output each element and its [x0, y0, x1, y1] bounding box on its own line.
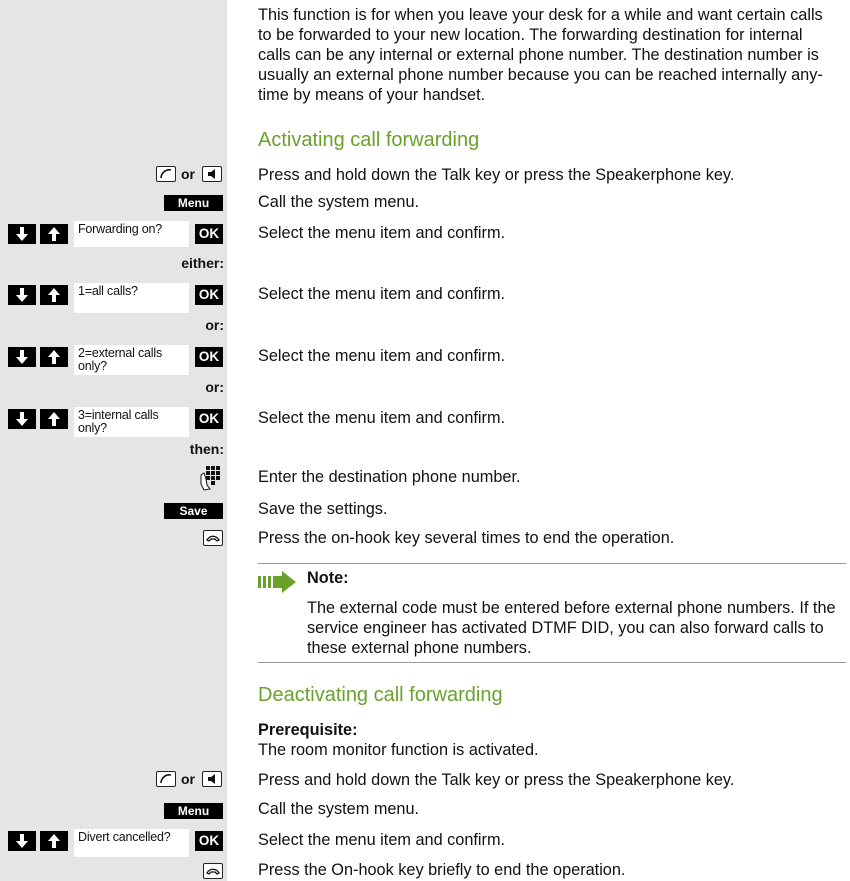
prerequisite-title: Prerequisite: — [258, 721, 358, 739]
display-all-calls: 1=all calls? — [74, 283, 189, 313]
step-call-menu: Call the system menu. — [258, 193, 420, 211]
step-press-talk: Press and hold down the Talk key or press the Speakerphone key. — [258, 771, 735, 789]
step-select-2: Select the menu item and confirm. — [258, 285, 506, 303]
note-line: these external phone numbers. — [307, 639, 532, 657]
note-title: Note: — [307, 569, 349, 587]
display-internal-calls — [74, 407, 189, 437]
step-press-talk: Press and hold down the Talk key or press the Speakerphone key. — [258, 166, 735, 184]
speaker-key-icon — [202, 166, 222, 182]
ok-button: OK — [195, 409, 223, 429]
display-line: only? — [78, 359, 107, 373]
down-arrow-icon — [8, 224, 36, 244]
ok-button: OK — [195, 224, 223, 244]
step-select-4: Select the menu item and confirm. — [258, 409, 506, 427]
step-enter-destination: Enter the destination phone number. — [258, 468, 521, 486]
talk-key-icon — [156, 771, 176, 787]
intro-line: to be forwarded to your new location. The forwarding destination for internal — [258, 25, 803, 44]
up-arrow-icon — [40, 347, 68, 367]
display-forwarding-on: Forwarding on? — [74, 221, 189, 247]
step-onhook: Press the on-hook key several times to end the operation. — [258, 529, 675, 547]
note-text — [307, 598, 847, 658]
talk-key-icon — [156, 166, 176, 182]
menu-softkey: Menu — [164, 803, 223, 819]
or-label: or — [181, 166, 195, 182]
intro-line: calls can be any internal or external phone number. The destination number is — [258, 45, 819, 64]
note-arrow-icon — [258, 571, 298, 598]
up-arrow-icon — [40, 224, 68, 244]
step-select-1: Select the menu item and confirm. — [258, 224, 506, 242]
ok-button: OK — [195, 831, 223, 851]
section-heading-deactivating: Deactivating call forwarding — [258, 684, 503, 706]
down-arrow-icon — [8, 831, 36, 851]
ok-button: OK — [195, 285, 223, 305]
menu-softkey: Menu — [164, 195, 223, 211]
save-softkey: Save — [164, 503, 223, 519]
onhook-key-icon — [203, 863, 223, 879]
intro-line: time by means of your handset. — [258, 85, 486, 104]
intro-paragraph — [258, 6, 848, 105]
step-onhook: Press the On-hook key briefly to end the operation. — [258, 861, 626, 879]
display-line: 2=external calls — [78, 346, 163, 360]
step-select-3: Select the menu item and confirm. — [258, 347, 506, 365]
down-arrow-icon — [8, 409, 36, 429]
keypad-icon — [198, 465, 224, 496]
step-select: Select the menu item and confirm. — [258, 831, 506, 849]
up-arrow-icon — [40, 409, 68, 429]
or-label: or: — [205, 379, 224, 395]
display-external-calls — [74, 345, 189, 375]
up-arrow-icon — [40, 831, 68, 851]
note-line: service engineer has activated DTMF DID, you can also forward calls to — [307, 619, 824, 637]
either-label: either: — [181, 255, 224, 271]
ok-button: OK — [195, 347, 223, 367]
display-line: 3=internal calls — [78, 408, 159, 422]
display-line: only? — [78, 421, 107, 435]
down-arrow-icon — [8, 347, 36, 367]
or-label: or — [181, 771, 195, 787]
display-divert-cancelled: Divert cancelled? — [74, 829, 189, 857]
speaker-key-icon — [202, 771, 222, 787]
step-call-menu: Call the system menu. — [258, 800, 420, 818]
step-save: Save the settings. — [258, 500, 388, 518]
or-label: or: — [205, 317, 224, 333]
section-heading-activating: Activating call forwarding — [258, 129, 480, 151]
down-arrow-icon — [8, 285, 36, 305]
note-line: The external code must be entered before external phone numbers. If the — [307, 599, 836, 617]
onhook-key-icon — [203, 530, 223, 546]
intro-line: usually an external phone number because you can be reached internally any- — [258, 65, 823, 84]
up-arrow-icon — [40, 285, 68, 305]
then-label: then: — [189, 441, 224, 457]
intro-line: This function is for when you leave your desk for a while and want certain calls — [258, 6, 823, 24]
prerequisite-text: The room monitor function is activated. — [258, 741, 539, 759]
